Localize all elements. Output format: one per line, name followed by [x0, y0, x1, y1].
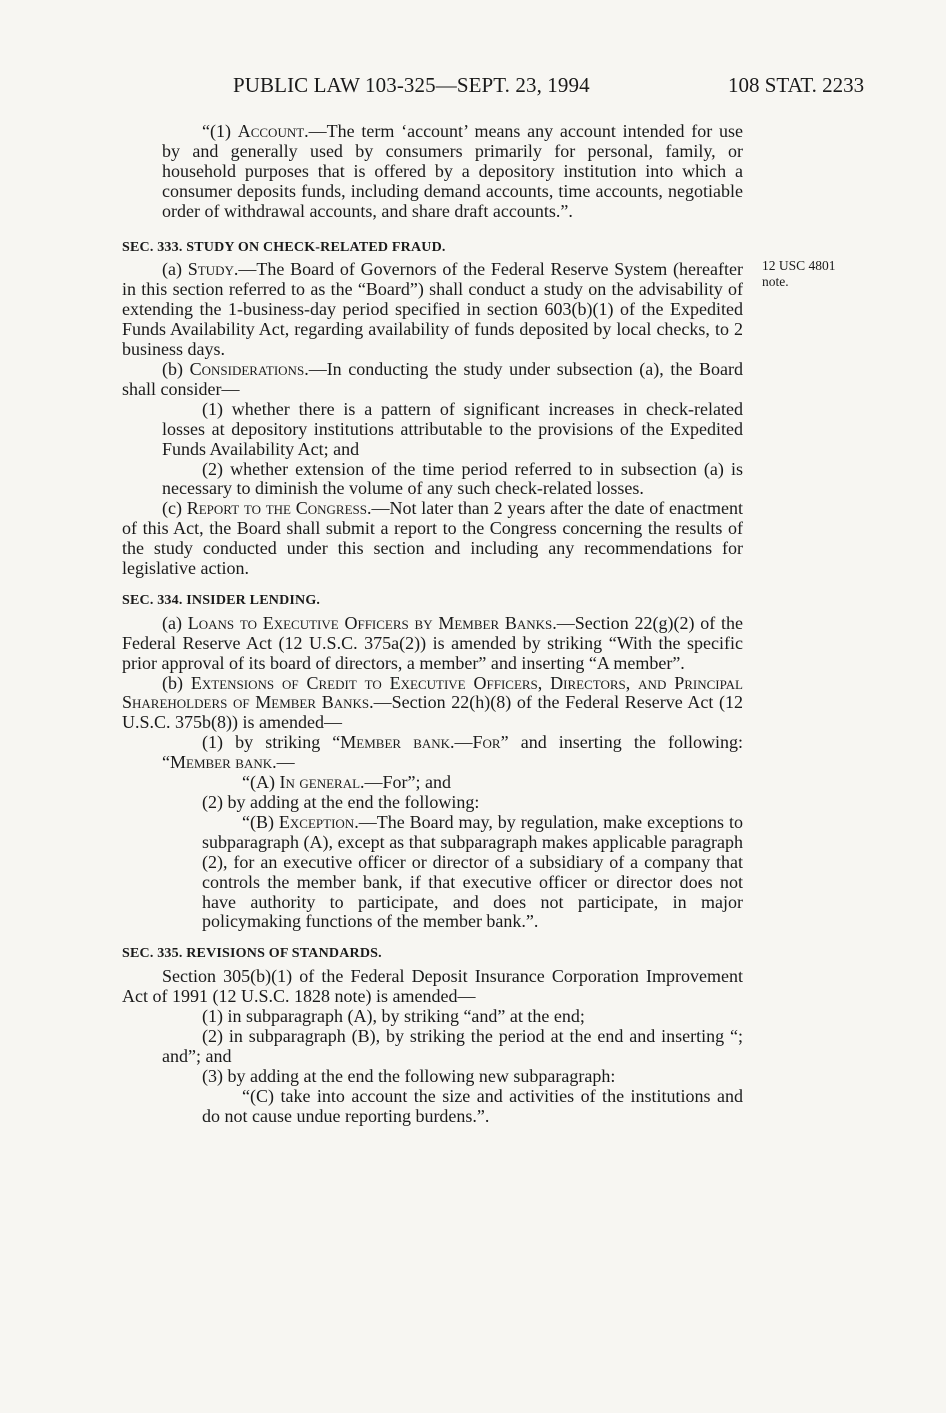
sec-333-c: (c) Report to the Congress.—Not later than 2 years after the date of enactment of this Act, the Board shall submit a report to the Congress concerning the results of the study conducted under this section and including any recommendations for legislative action.	[122, 498, 743, 579]
sec-333-b: (b) Considerations.—In conducting the study under subsection (a), the Board shall consider—	[122, 358, 743, 399]
sec-335-intro: Section 305(b)(1) of the Federal Deposit Insurance Corporation Improvement Act of 1991 (12 U.S.C. 1828 note) is amended—	[122, 966, 743, 1007]
account-definition: “(1) Account.—The term ‘account’ means any account intended for use by and generally used by consumers primarily for personal, family, or household purposes that is offered by a depository institution into which a consumer deposits funds, including demand accounts, time accounts, negotiable order of withdrawal accounts, and share draft accounts.”.	[162, 121, 744, 221]
margin-note	[762, 258, 836, 290]
sec-333-b-2: (2) whether extension of the time period referred to in subsection (a) is necessary to diminish the volume of any such check-related losses.	[162, 458, 743, 499]
page-header	[0, 73, 946, 103]
sec-334-b: (b) Extensions of Credit to Executive Officers, Directors, and Principal Shareholders of Member Banks.—Section 22(h)(8) of the Federal Reserve Act (12 U.S.C. 375b(8)) is amended—	[122, 672, 743, 733]
sec-335-item-1: (1) in subparagraph (A), by striking “and” at the end;	[202, 1006, 585, 1027]
sec-334-b-1: (1) by striking “Member bank.—For” and inserting the following: “Member bank.—	[162, 732, 743, 773]
statute-page-number: 108 STAT. 2233	[728, 73, 865, 97]
sec-334-b-2: (2) by adding at the end the following:	[202, 792, 480, 812]
sec-334-b-1-quote: “(A) In general.—For”; and	[242, 772, 452, 793]
sec-334-heading: SEC. 334. INSIDER LENDING.	[122, 592, 321, 608]
margin-note-citation: 12 USC 4801	[762, 258, 836, 273]
sec-335-item-3-quote: “(C) take into account the size and activities of the institutions and do not cause undue reporting burdens.”.	[202, 1085, 743, 1126]
sec-335-item-3: (3) by adding at the end the following new subparagraph:	[202, 1065, 616, 1086]
sec-334-b-2-quote: “(B) Exception.—The Board may, by regulation, make exceptions to subparagraph (A), except as that subparagraph makes applicable paragraph (2), for an executive officer or director of a subsidiary of a company that controls the member bank, if that executive officer or director does not have authority to participate, and does not participate, in major policymaking functions of the member bank.”.	[202, 811, 743, 932]
document-body	[122, 122, 743, 1127]
sec-333-heading: SEC. 333. STUDY ON CHECK-RELATED FRAUD.	[122, 239, 446, 255]
sec-333-b-1: (1) whether there is a pattern of significant increases in check-related losses at depository institutions attributable to the provisions of the Expedited Funds Availability Act; and	[162, 398, 743, 459]
margin-note-suffix: note.	[762, 274, 789, 289]
page-title: PUBLIC LAW 103-325—SEPT. 23, 1994	[233, 73, 590, 97]
sec-335-heading: SEC. 335. REVISIONS OF STANDARDS.	[122, 946, 382, 962]
sec-333-a: (a) Study.—The Board of Governors of the Federal Reserve System (hereafter in this section referred to as the “Board”) shall conduct a study on the advisability of extending the 1-business-day period specified in section 603(b)(1) of the Expedited Funds Availability Act, regarding availability of funds deposited by local checks, to 2 business days.	[122, 259, 743, 360]
sec-334-a: (a) Loans to Executive Officers by Member Banks.—Section 22(g)(2) of the Federal Reserve Act (12 U.S.C. 375a(2)) is amended by striking “With the specific prior approval of its board of directors, a member” and inserting “A member”.	[122, 612, 743, 673]
sec-335-item-2: (2) in subparagraph (B), by striking the period at the end and inserting “; and”; and	[162, 1025, 743, 1066]
